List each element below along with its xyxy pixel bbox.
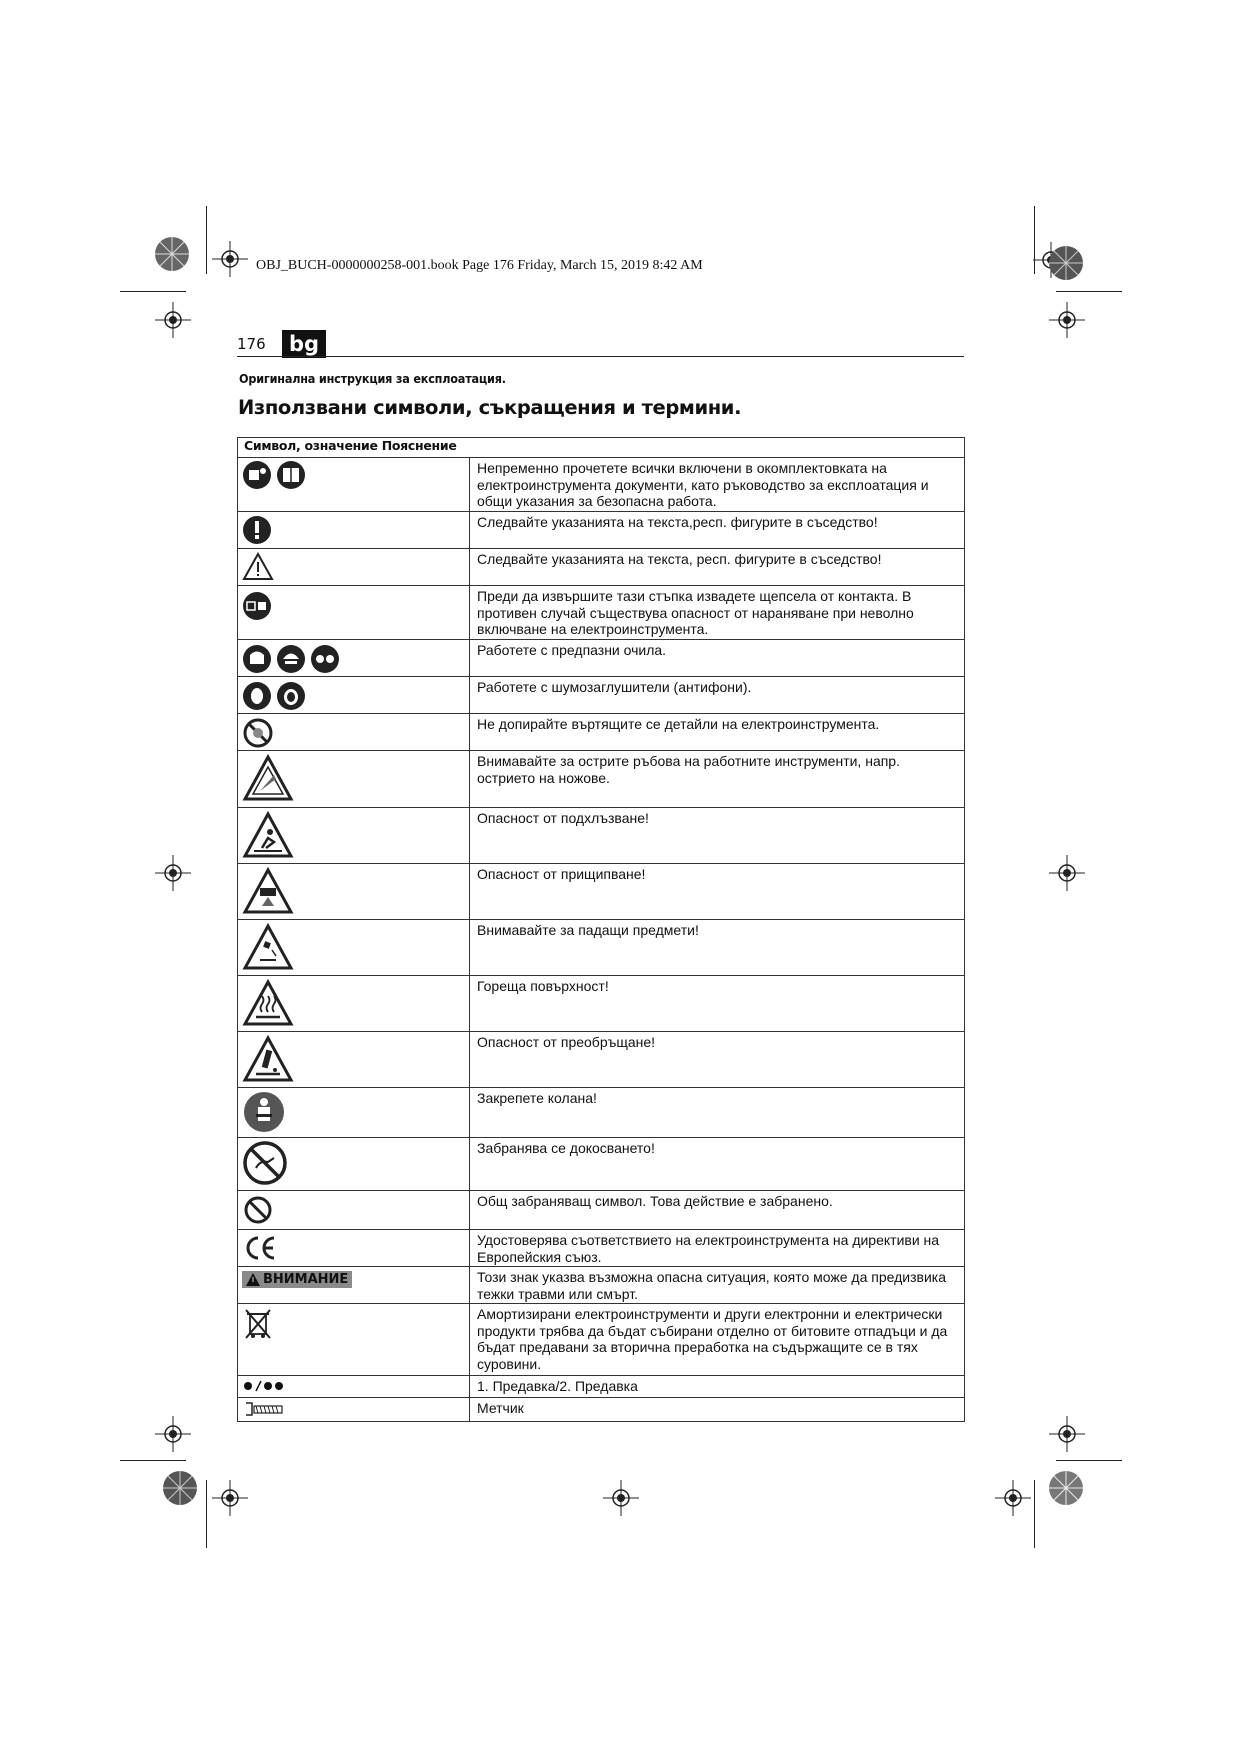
table-header [238, 438, 965, 458]
explanation-text: Закрепете колана! [477, 1090, 597, 1106]
header-rule [237, 356, 964, 357]
ce-mark-icon [242, 1232, 278, 1262]
crosshair-icon [1049, 302, 1085, 338]
explanation-text: Опасност от подхлъзване! [477, 810, 649, 826]
no-touching-icon [242, 1140, 288, 1186]
explanation-text: Внимавайте за падащи предмети! [477, 922, 699, 938]
table-row [238, 1376, 965, 1398]
explanation-text: Удостоверява съответствието на електроинструмента на директиви на Европейския съюз. [477, 1232, 940, 1265]
registration-wheel-icon [1046, 1468, 1086, 1508]
explanation-text: Работете с шумозаглушители (антифони). [477, 679, 752, 695]
explanation-text: Не допирайте въртящите се детайли на електроинструмента. [477, 716, 880, 732]
table-row [238, 1398, 965, 1422]
table-row [238, 640, 965, 677]
explanation-text: Метчик [477, 1400, 524, 1416]
language-badge: bg [282, 330, 326, 358]
ear-defenders-icon [276, 679, 306, 711]
crosshair-icon [603, 1480, 639, 1516]
crosshair-icon [1049, 855, 1085, 891]
table-row [238, 1304, 965, 1376]
prohibition-icon [242, 1193, 274, 1225]
table-row [238, 976, 965, 1032]
table-row [238, 1191, 965, 1230]
pinch-hazard-icon [242, 866, 294, 916]
warning-triangle-icon [242, 551, 274, 581]
registration-wheel-icon [160, 1468, 200, 1508]
section-title: Използвани символи, съкращения и термини. [238, 396, 742, 419]
crosshair-icon [212, 1480, 248, 1516]
explanation-text: Амортизирани електроинструменти и други електронни и електрически продукти трябва да бъдат събирани отделно от битовите отпадъци и да бъдат предавани за вторична преработка на съдържащите се в тях суровини. [477, 1306, 948, 1372]
tipping-hazard-icon [242, 1034, 294, 1084]
no-touch-rotating-icon [242, 716, 274, 748]
registration-wheel-icon [1046, 243, 1086, 283]
table-row [238, 512, 965, 549]
sharp-edge-warning-icon [242, 753, 294, 803]
crosshair-icon [212, 241, 248, 277]
small-warning-icon [246, 1273, 260, 1286]
table-row [238, 864, 965, 920]
explanation-text: Следвайте указанията на текста,респ. фигурите в съседство! [477, 514, 878, 530]
crosshair-icon [1049, 1416, 1085, 1452]
explanation-text: Общ забраняващ символ. Това действие е забранено. [477, 1193, 833, 1209]
explanation-text: Внимавайте за острите ръбова на работните инструменти, напр. острието на ножове. [477, 753, 900, 786]
page-number: 176 [237, 335, 266, 353]
document-subtitle: Оригинална инструкция за експлоатация. [239, 371, 506, 386]
manual-book-icon [276, 460, 306, 490]
explanation-text: Гореща повърхност! [477, 978, 609, 994]
fasten-belt-icon [242, 1090, 286, 1134]
face-shield-icon [242, 642, 272, 674]
mandatory-exclamation-icon [242, 514, 272, 546]
crosshair-icon [995, 1480, 1031, 1516]
table-row [238, 920, 965, 976]
column-header-explanation: Пояснение [381, 438, 457, 453]
explanation-text: Работете с предпазни очила. [477, 642, 667, 658]
explanation-text: Следвайте указанията на текста, респ. фигурите в съседство! [477, 551, 882, 567]
table-row [238, 1230, 965, 1267]
unplug-icon [242, 588, 272, 620]
registration-wheel-icon [152, 234, 192, 274]
slip-hazard-icon [242, 810, 294, 860]
gear-dots-icon [242, 1378, 288, 1394]
table-row [238, 677, 965, 714]
table-row [238, 458, 965, 512]
explanation-text: Непременно прочетете всички включени в окомплектовката на електроинструмента документи, като ръководство за експлоатация и общи указания за безопасна работа. [477, 460, 929, 509]
table-row [238, 549, 965, 586]
symbols-table [237, 437, 965, 1422]
safety-helmet-icon [276, 642, 306, 674]
table-row [238, 1032, 965, 1088]
table-row [238, 1267, 965, 1304]
table-row [238, 751, 965, 808]
table-row [238, 1088, 965, 1138]
crosshair-icon [155, 855, 191, 891]
falling-objects-icon [242, 922, 294, 972]
table-header-row [238, 438, 965, 458]
explanation-text: Опасност от преобръщане! [477, 1034, 656, 1050]
weee-bin-icon [242, 1306, 274, 1342]
explanation-text: Опасност от прищипване! [477, 866, 646, 882]
table-row [238, 808, 965, 864]
explanation-text: Забранява се докосването! [477, 1140, 655, 1156]
column-header-symbol: Символ, означение [244, 438, 378, 453]
attention-label-text: ВНИМАНИЕ [263, 1272, 349, 1287]
hot-surface-icon [242, 978, 294, 1028]
safety-goggles-icon [310, 642, 340, 674]
explanation-text: 1. Предавка/2. Предавка [477, 1378, 638, 1394]
crosshair-icon [155, 1416, 191, 1452]
table-row [238, 1138, 965, 1191]
crosshair-icon [155, 302, 191, 338]
table-row [238, 586, 965, 640]
table-row [238, 714, 965, 751]
explanation-text: Преди да извършите тази стъпка извадете щепсела от контакта. В противен случай съществува опасност от нараняване при неволно включване на електроинструмента. [477, 588, 914, 637]
attention-label-icon [242, 1271, 352, 1288]
ear-protection-icon [242, 679, 272, 711]
tap-tool-icon [242, 1400, 288, 1418]
book-header-line: OBJ_BUCH-0000000258-001.book Page 176 Friday, March 15, 2019 8:42 AM [256, 258, 703, 273]
read-manual-icon [242, 460, 272, 490]
explanation-text: Този знак указва възможна опасна ситуация, която може да предизвика тежки травми или смърт. [477, 1269, 946, 1302]
